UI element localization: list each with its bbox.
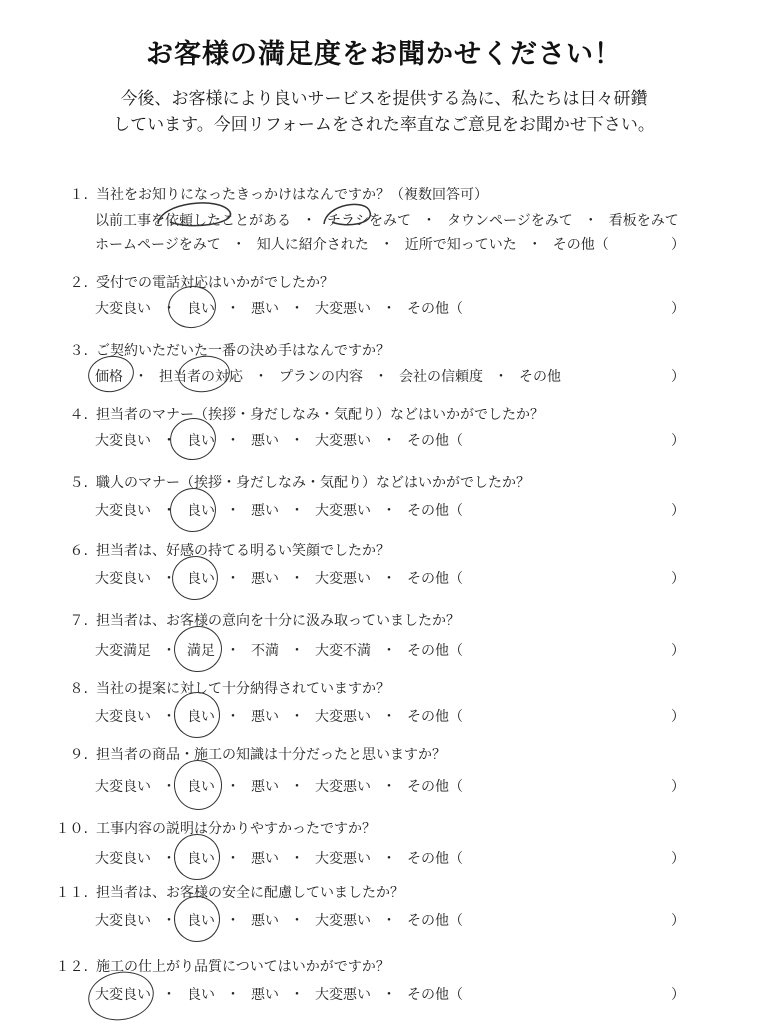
option-very-good[interactable]: 大変良い [95,433,151,449]
option-bad[interactable]: 悪い [251,571,279,587]
separator: ・ [382,851,396,867]
question-8-text [48,678,390,698]
separator: ・ [162,913,176,929]
option-bad[interactable]: 悪い [251,779,279,795]
separator: ・ [226,503,240,519]
option-satisfied[interactable]: 満足 [187,643,215,659]
question-number: ５. [69,475,88,491]
question-number: ４. [69,407,88,423]
question-12-options [95,984,463,1004]
option-good[interactable]: 良い [187,301,215,317]
question-label: 職人のマナー（挨拶・身だしなみ・気配り）などはいかがでしたか？ [96,475,530,491]
separator: ・ [162,987,176,1003]
intro-line-1: 今後、お客様により良いサービスを提供する為に、私たちは日々研鑽 [120,89,648,109]
option-other[interactable]: その他（ [407,851,463,867]
option-other[interactable]: その他 [519,369,561,385]
separator: ・ [290,433,304,449]
question-1-options-row-2 [95,234,609,254]
other-close-paren: ） [671,503,685,519]
other-close-paren: ） [671,369,685,385]
question-number: ７. [69,613,88,629]
separator: ・ [290,503,304,519]
option-price[interactable]: 価格 [95,369,123,385]
question-number: ３. [69,343,88,359]
option-dissatisfied[interactable]: 不満 [251,643,279,659]
question-9-text [48,744,446,764]
question-10-text [48,818,376,838]
option-good[interactable]: 良い [187,987,215,1003]
question-label: 担当者のマナー（挨拶・身だしなみ・気配り）などはいかがでしたか？ [96,407,544,423]
question-12-text [48,956,390,976]
separator: ・ [226,987,240,1003]
option-very-bad[interactable]: 大変悪い [315,779,371,795]
option-good[interactable]: 良い [187,709,215,725]
separator: ・ [290,643,304,659]
question-label: 施工の仕上がり品質についてはいかがですか？ [96,959,390,975]
option-signboard[interactable]: 看板をみて [608,213,679,229]
question-1-text [48,184,488,204]
option-bad[interactable]: 悪い [251,851,279,867]
question-2-options [95,298,463,318]
question-label: 当社をお知りになったきっかけはなんですか？（複数回答可） [96,187,488,203]
separator: ・ [382,779,396,795]
other-close-paren: ） [671,571,685,587]
separator: ・ [379,237,394,253]
separator: ・ [290,913,304,929]
separator: ・ [382,913,396,929]
separator: ・ [290,571,304,587]
separator: ・ [162,851,176,867]
option-good[interactable]: 良い [187,433,215,449]
separator: ・ [226,709,240,725]
separator: ・ [226,851,240,867]
separator: ・ [583,213,598,229]
separator: ・ [290,987,304,1003]
question-number: １. [69,187,88,203]
option-bad[interactable]: 悪い [251,503,279,519]
question-label: 担当者の商品・施工の知識は十分だったと思いますか？ [96,747,446,763]
question-label: 担当者は、お客様の意向を十分に汲み取っていましたか？ [96,613,460,629]
other-close-paren: ） [671,779,685,795]
option-very-bad[interactable]: 大変悪い [315,301,371,317]
option-very-bad[interactable]: 大変悪い [315,987,371,1003]
question-label: 工事内容の説明は分かりやすかったですか？ [96,821,376,837]
option-plan-content[interactable]: プランの内容 [279,369,363,385]
option-very-good[interactable]: 大変良い [95,913,151,929]
question-number: １０. [55,821,88,837]
intro-line-2: しています。今回リフォームをされた率直なご意見をお聞かせ下さい。 [113,115,655,135]
separator: ・ [226,433,240,449]
question-9-options [95,776,463,796]
separator: ・ [374,369,388,385]
separator: ・ [527,237,542,253]
separator: ・ [134,369,148,385]
question-number: １１. [55,885,88,901]
option-flyer[interactable]: チラシをみて [327,213,411,229]
question-6-text [48,540,390,560]
option-good[interactable]: 良い [187,571,215,587]
separator: ・ [162,503,176,519]
question-1-options-row-1 [95,210,679,230]
separator: ・ [162,571,176,587]
separator: ・ [382,643,396,659]
option-company-trust[interactable]: 会社の信頼度 [399,369,483,385]
option-very-bad[interactable]: 大変悪い [315,571,371,587]
question-7-options [95,640,463,660]
option-bad[interactable]: 悪い [251,301,279,317]
question-number: ９. [69,747,88,763]
option-very-bad[interactable]: 大変悪い [315,433,371,449]
question-label: 当社の提案に対して十分納得されていますか？ [96,681,390,697]
option-very-good[interactable]: 大変良い [95,571,151,587]
option-very-satisfied[interactable]: 大変満足 [95,643,151,659]
option-good[interactable]: 良い [187,913,215,929]
option-other[interactable]: その他（ [407,643,463,659]
option-other[interactable]: その他（ [407,709,463,725]
option-bad[interactable]: 悪い [251,913,279,929]
other-close-paren: ） [671,301,685,317]
question-label: 受付での電話対応はいかがでしたか？ [96,275,334,291]
other-close-paren: ） [671,237,685,253]
question-5-options [95,500,463,520]
separator: ・ [231,237,246,253]
separator: ・ [382,433,396,449]
option-bad[interactable]: 悪い [251,709,279,725]
question-11-text [48,882,404,902]
option-other[interactable]: その他（ [407,433,463,449]
separator: ・ [382,571,396,587]
option-neighborhood[interactable]: 近所で知っていた [404,237,517,253]
option-good[interactable]: 良い [187,851,215,867]
question-number: ８. [69,681,88,697]
separator: ・ [226,571,240,587]
option-very-good[interactable]: 大変良い [95,301,151,317]
other-close-paren: ） [671,643,685,659]
other-close-paren: ） [671,913,685,929]
option-other[interactable]: その他（ [407,571,463,587]
separator: ・ [162,709,176,725]
question-6-options [95,568,463,588]
separator: ・ [382,503,396,519]
separator: ・ [162,779,176,795]
other-close-paren: ） [671,851,685,867]
option-very-bad[interactable]: 大変悪い [315,913,371,929]
separator: ・ [162,301,176,317]
option-very-good[interactable]: 大変良い [95,779,151,795]
option-very-good[interactable]: 大変良い [95,851,151,867]
option-very-good[interactable]: 大変良い [95,503,151,519]
question-8-options [95,706,463,726]
question-number: ２. [69,275,88,291]
option-good[interactable]: 良い [187,779,215,795]
question-number: １２. [55,959,88,975]
option-other[interactable]: その他（ [407,987,463,1003]
option-other[interactable]: その他（ [407,779,463,795]
separator: ・ [226,301,240,317]
question-4-text [48,404,544,424]
survey-title: お客様の満足度をお聞かせください！ [146,39,622,70]
option-homepage[interactable]: ホームページをみて [95,237,221,253]
survey-intro [0,86,768,138]
other-close-paren: ） [671,433,685,449]
option-bad[interactable]: 悪い [251,433,279,449]
separator: ・ [162,643,176,659]
separator: ・ [382,709,396,725]
separator: ・ [422,213,436,229]
option-very-bad[interactable]: 大変悪い [315,503,371,519]
question-10-options [95,848,463,868]
question-5-text [48,472,530,492]
option-other[interactable]: その他（ [407,913,463,929]
question-number: ６. [69,543,88,559]
option-bad[interactable]: 悪い [251,987,279,1003]
question-3-text [48,340,390,360]
separator: ・ [494,369,508,385]
separator: ・ [162,433,176,449]
separator: ・ [290,301,304,317]
question-label: 担当者は、お客様の安全に配慮していましたか？ [96,885,404,901]
option-other[interactable]: その他（ [407,503,463,519]
question-11-options [95,910,463,930]
option-staff-response[interactable]: 担当者の対応 [159,369,243,385]
option-good[interactable]: 良い [187,503,215,519]
separator: ・ [382,301,396,317]
question-3-options [95,366,561,386]
option-referral[interactable]: 知人に紹介された [256,237,369,253]
option-very-dissatisfied[interactable]: 大変不満 [315,643,371,659]
separator: ・ [382,987,396,1003]
question-4-options [95,430,463,450]
question-label: 担当者は、好感の持てる明るい笑顔でしたか？ [96,543,390,559]
other-close-paren: ） [671,987,685,1003]
other-close-paren: ） [671,709,685,725]
separator: ・ [226,913,240,929]
option-other[interactable]: その他（ [407,301,463,317]
question-7-text [48,610,460,630]
option-other[interactable]: その他（ [552,237,609,253]
separator: ・ [290,709,304,725]
separator: ・ [254,369,268,385]
option-very-bad[interactable]: 大変悪い [315,851,371,867]
separator: ・ [302,213,316,229]
option-very-good[interactable]: 大変良い [95,987,151,1003]
question-label: ご契約いただいた一番の決め手はなんですか？ [96,343,390,359]
separator: ・ [290,851,304,867]
separator: ・ [290,779,304,795]
option-previous-work[interactable]: 以前工事を依頼したことがある [95,213,291,229]
option-very-good[interactable]: 大変良い [95,709,151,725]
separator: ・ [226,779,240,795]
option-townpage[interactable]: タウンページをみて [447,213,573,229]
separator: ・ [226,643,240,659]
option-very-bad[interactable]: 大変悪い [315,709,371,725]
question-2-text [48,272,334,292]
